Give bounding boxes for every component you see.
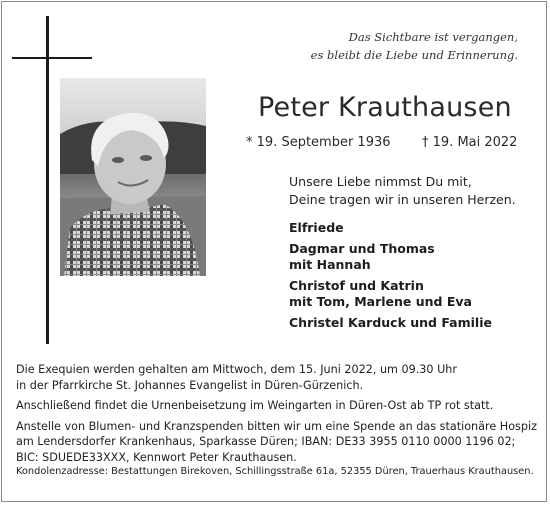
cross-horizontal-bar (12, 57, 92, 59)
death-date: † 19. Mai 2022 (422, 135, 518, 150)
poem (289, 173, 516, 209)
portrait-photo-image (60, 78, 206, 276)
mourner-line: Christel Karduck und Familie (289, 315, 492, 330)
motto-line-1: Das Sichtbare ist vergangen, (348, 30, 518, 44)
mourner-entry (289, 241, 492, 273)
mourner-line: Christof und Katrin (289, 278, 424, 293)
poem-line-1: Unsere Liebe nimmst Du mit, (289, 174, 472, 189)
donation-line-2: am Lendersdorfer Krankenhaus, Sparkasse Düren; IBAN: DE33 3955 0110 0000 1196 02; (16, 435, 516, 448)
mourner-entry (289, 315, 492, 331)
mourner-entry (289, 278, 492, 310)
deceased-name: Peter Krauthausen (258, 92, 512, 123)
urn-burial-line: Anschließend findet die Urnenbeisetzung im Weingarten in Düren-Ost ab TP rot statt. (16, 399, 494, 412)
mourner-entry (289, 220, 492, 236)
obituary-notice (1, 1, 547, 502)
donation-line-3: BIC: SDUEDE33XXX, Kennwort Peter Krauthausen. (16, 450, 297, 464)
poem-line-2: Deine tragen wir in unseren Herzen. (289, 192, 516, 207)
urn-burial-paragraph (16, 398, 538, 414)
donation-paragraph (16, 419, 538, 480)
motto (311, 28, 518, 64)
motto-line-2: es bleibt die Liebe und Erinnerung. (310, 48, 518, 62)
mourners-list (289, 220, 492, 336)
donation-line-1: Anstelle von Blumen- und Kranzspenden bitten wir um eine Spende an das stationäre Hospiz (16, 419, 537, 433)
funeral-details (16, 362, 538, 484)
mourner-line: mit Hannah (289, 257, 371, 272)
exequien-line-2: in der Pfarrkirche St. Johannes Evangelist in Düren-Gürzenich. (16, 378, 364, 392)
birth-date: * 19. September 1936 (246, 135, 391, 150)
exequien-paragraph (16, 362, 538, 393)
mourner-line: Elfriede (289, 220, 344, 235)
condolence-address: Kondolenzadresse: Bestattungen Birekoven, Schillingsstraße 61a, 52355 Düren, Trauerhaus Krauthausen. (16, 466, 534, 477)
cross-vertical-bar (46, 16, 49, 344)
mourner-line: mit Tom, Marlene und Eva (289, 294, 472, 309)
exequien-line-1: Die Exequien werden gehalten am Mittwoch, dem 15. Juni 2022, um 09.30 Uhr (16, 363, 457, 376)
portrait-photo (60, 78, 206, 276)
mourner-line: Dagmar und Thomas (289, 241, 435, 256)
